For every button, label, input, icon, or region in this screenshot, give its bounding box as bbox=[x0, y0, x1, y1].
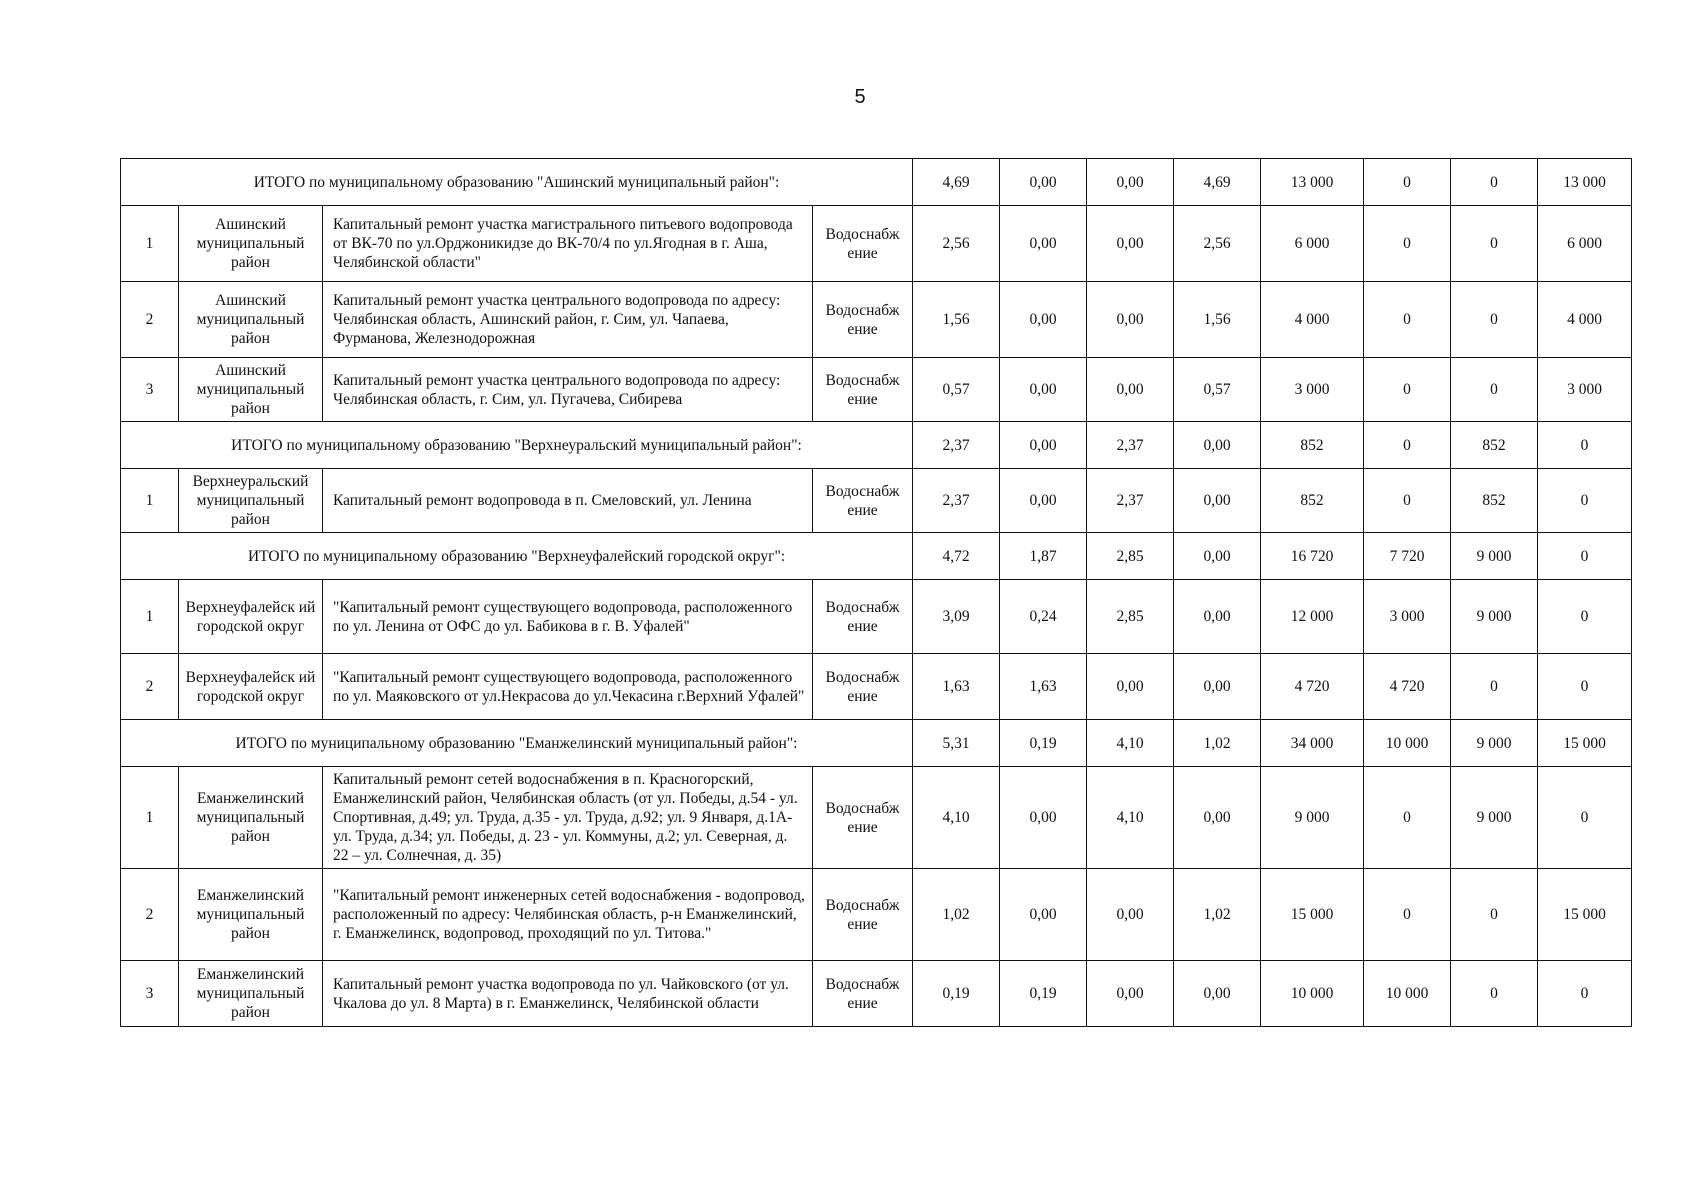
value-cell: 0 bbox=[1451, 654, 1538, 720]
value-cell: 9 000 bbox=[1261, 767, 1364, 869]
value-cell: 4 720 bbox=[1364, 654, 1451, 720]
value-cell: 4,10 bbox=[1087, 720, 1174, 767]
value-cell: 2,56 bbox=[913, 206, 1000, 282]
value-cell: 0,00 bbox=[1087, 961, 1174, 1027]
value-cell: 1,02 bbox=[1174, 720, 1261, 767]
value-cell: 0 bbox=[1451, 159, 1538, 206]
value-cell: 0,00 bbox=[1000, 767, 1087, 869]
value-cell: 9 000 bbox=[1451, 533, 1538, 580]
category: Водоснабж ение bbox=[813, 869, 913, 961]
value-cell: 0 bbox=[1538, 533, 1632, 580]
total-row bbox=[121, 533, 1632, 580]
project-description: Капитальный ремонт участка центрального водопровода по адресу: Челябинская область, Ашинский район, г. Сим, ул. Чапаева, Фурманова, Железнодорожная bbox=[323, 282, 813, 358]
value-cell: 12 000 bbox=[1261, 580, 1364, 654]
value-cell: 0 bbox=[1364, 869, 1451, 961]
value-cell: 0,00 bbox=[1174, 580, 1261, 654]
value-cell: 0,00 bbox=[1087, 654, 1174, 720]
value-cell: 0 bbox=[1538, 422, 1632, 469]
category: Водоснабж ение bbox=[813, 767, 913, 869]
value-cell: 852 bbox=[1261, 422, 1364, 469]
value-cell: 0,00 bbox=[1000, 282, 1087, 358]
value-cell: 4,69 bbox=[1174, 159, 1261, 206]
value-cell: 0,00 bbox=[1000, 358, 1087, 422]
total-label: ИТОГО по муниципальному образованию "Верхнеуфалейский городской округ": bbox=[121, 533, 913, 580]
value-cell: 852 bbox=[1261, 469, 1364, 533]
row-number: 2 bbox=[121, 282, 179, 358]
municipality: Ашинский муниципальный район bbox=[179, 358, 323, 422]
municipality: Ашинский муниципальный район bbox=[179, 282, 323, 358]
value-cell: 1,87 bbox=[1000, 533, 1087, 580]
value-cell: 1,63 bbox=[1000, 654, 1087, 720]
value-cell: 1,56 bbox=[1174, 282, 1261, 358]
value-cell: 2,85 bbox=[1087, 533, 1174, 580]
item-row bbox=[121, 767, 1632, 869]
item-row bbox=[121, 206, 1632, 282]
value-cell: 7 720 bbox=[1364, 533, 1451, 580]
value-cell: 0 bbox=[1451, 358, 1538, 422]
page-number: 5 bbox=[854, 86, 866, 108]
total-row bbox=[121, 422, 1632, 469]
value-cell: 0,00 bbox=[1000, 422, 1087, 469]
value-cell: 852 bbox=[1451, 469, 1538, 533]
project-description: "Капитальный ремонт существующего водопровода, расположенного по ул. Маяковского от ул.Некрасова до ул.Чекасина г.Верхний Уфалей" bbox=[323, 654, 813, 720]
item-row bbox=[121, 580, 1632, 654]
value-cell: 4 000 bbox=[1538, 282, 1632, 358]
value-cell: 0 bbox=[1451, 869, 1538, 961]
item-row bbox=[121, 358, 1632, 422]
value-cell: 1,02 bbox=[1174, 869, 1261, 961]
item-row bbox=[121, 654, 1632, 720]
value-cell: 0 bbox=[1451, 961, 1538, 1027]
category: Водоснабж ение bbox=[813, 358, 913, 422]
value-cell: 3 000 bbox=[1364, 580, 1451, 654]
value-cell: 0 bbox=[1364, 206, 1451, 282]
value-cell: 13 000 bbox=[1261, 159, 1364, 206]
value-cell: 0,19 bbox=[913, 961, 1000, 1027]
municipality: Еманжелинский муниципальный район bbox=[179, 961, 323, 1027]
value-cell: 15 000 bbox=[1538, 869, 1632, 961]
value-cell: 0 bbox=[1538, 961, 1632, 1027]
value-cell: 0 bbox=[1451, 206, 1538, 282]
project-description: Капитальный ремонт водопровода в п. Смеловский, ул. Ленина bbox=[323, 469, 813, 533]
value-cell: 0,00 bbox=[1174, 654, 1261, 720]
value-cell: 0,00 bbox=[1087, 869, 1174, 961]
value-cell: 0,00 bbox=[1174, 469, 1261, 533]
value-cell: 0 bbox=[1451, 282, 1538, 358]
value-cell: 0,00 bbox=[1000, 469, 1087, 533]
value-cell: 0,00 bbox=[1000, 869, 1087, 961]
value-cell: 0,00 bbox=[1174, 961, 1261, 1027]
value-cell: 2,56 bbox=[1174, 206, 1261, 282]
item-row bbox=[121, 282, 1632, 358]
project-description: Капитальный ремонт участка магистрального питьевого водопровода от ВК-70 по ул.Орджоникидзе до ВК-70/4 по ул.Ягодная в г. Аша, Челябинской области" bbox=[323, 206, 813, 282]
value-cell: 0 bbox=[1364, 422, 1451, 469]
program-table bbox=[120, 158, 1632, 1027]
category: Водоснабж ение bbox=[813, 961, 913, 1027]
row-number: 3 bbox=[121, 358, 179, 422]
total-label: ИТОГО по муниципальному образованию "Еманжелинский муниципальный район": bbox=[121, 720, 913, 767]
value-cell: 34 000 bbox=[1261, 720, 1364, 767]
item-row bbox=[121, 469, 1632, 533]
value-cell: 15 000 bbox=[1538, 720, 1632, 767]
value-cell: 0 bbox=[1538, 469, 1632, 533]
project-description: Капитальный ремонт сетей водоснабжения в п. Красногорский, Еманжелинский район, Челябинская область (от ул. Победы, д.54 - ул. Спортивная, д.49; ул. Труда, д.35 - ул. Труда, д.92; ул. 9 Января, д.1А-ул. Труда, д.34; ул. Победы, д. 23 - ул. Коммуны, д.2; ул. Северная, д. 22 – ул. Солнечная, д. 35) bbox=[323, 767, 813, 869]
item-row bbox=[121, 869, 1632, 961]
value-cell: 0,57 bbox=[913, 358, 1000, 422]
value-cell: 15 000 bbox=[1261, 869, 1364, 961]
total-label: ИТОГО по муниципальному образованию "Верхнеуральский муниципальный район": bbox=[121, 422, 913, 469]
value-cell: 4 720 bbox=[1261, 654, 1364, 720]
value-cell: 9 000 bbox=[1451, 767, 1538, 869]
value-cell: 0 bbox=[1364, 469, 1451, 533]
value-cell: 0,57 bbox=[1174, 358, 1261, 422]
value-cell: 0,00 bbox=[1087, 206, 1174, 282]
value-cell: 1,63 bbox=[913, 654, 1000, 720]
municipality: Еманжелинский муниципальный район bbox=[179, 767, 323, 869]
value-cell: 2,37 bbox=[913, 422, 1000, 469]
value-cell: 2,37 bbox=[913, 469, 1000, 533]
value-cell: 10 000 bbox=[1364, 961, 1451, 1027]
project-description: Капитальный ремонт участка центрального водопровода по адресу: Челябинская область, г. Сим, ул. Пугачева, Сибирева bbox=[323, 358, 813, 422]
value-cell: 0,00 bbox=[1174, 767, 1261, 869]
row-number: 1 bbox=[121, 767, 179, 869]
project-description: Капитальный ремонт участка водопровода по ул. Чайковского (от ул. Чкалова до ул. 8 Марта) в г. Еманжелинск, Челябинской области bbox=[323, 961, 813, 1027]
value-cell: 0,00 bbox=[1087, 358, 1174, 422]
value-cell: 10 000 bbox=[1364, 720, 1451, 767]
value-cell: 0,00 bbox=[1087, 282, 1174, 358]
value-cell: 0 bbox=[1364, 282, 1451, 358]
value-cell: 4,10 bbox=[913, 767, 1000, 869]
value-cell: 0,19 bbox=[1000, 961, 1087, 1027]
category: Водоснабж ение bbox=[813, 206, 913, 282]
value-cell: 0 bbox=[1538, 767, 1632, 869]
value-cell: 1,02 bbox=[913, 869, 1000, 961]
value-cell: 0 bbox=[1364, 159, 1451, 206]
row-number: 2 bbox=[121, 654, 179, 720]
total-row bbox=[121, 720, 1632, 767]
row-number: 1 bbox=[121, 206, 179, 282]
municipality: Верхнеуральский муниципальный район bbox=[179, 469, 323, 533]
value-cell: 0,19 bbox=[1000, 720, 1087, 767]
municipality: Еманжелинский муниципальный район bbox=[179, 869, 323, 961]
value-cell: 4,72 bbox=[913, 533, 1000, 580]
value-cell: 4,69 bbox=[913, 159, 1000, 206]
municipality: Верхнеуфалейск ий городской округ bbox=[179, 654, 323, 720]
category: Водоснабж ение bbox=[813, 580, 913, 654]
value-cell: 0,00 bbox=[1087, 159, 1174, 206]
total-label: ИТОГО по муниципальному образованию "Ашинский муниципальный район": bbox=[121, 159, 913, 206]
value-cell: 0 bbox=[1538, 654, 1632, 720]
row-number: 1 bbox=[121, 469, 179, 533]
value-cell: 0,00 bbox=[1000, 159, 1087, 206]
value-cell: 6 000 bbox=[1538, 206, 1632, 282]
value-cell: 16 720 bbox=[1261, 533, 1364, 580]
project-description: "Капитальный ремонт инженерных сетей водоснабжения - водопровод, расположенный по адресу: Челябинская область, р-н Еманжелинский, г. Еманжелинск, водопровод, проходящий по ул. Титова." bbox=[323, 869, 813, 961]
table-body bbox=[121, 159, 1632, 1027]
value-cell: 0 bbox=[1364, 767, 1451, 869]
value-cell: 9 000 bbox=[1451, 580, 1538, 654]
item-row bbox=[121, 961, 1632, 1027]
value-cell: 3 000 bbox=[1261, 358, 1364, 422]
value-cell: 852 bbox=[1451, 422, 1538, 469]
value-cell: 1,56 bbox=[913, 282, 1000, 358]
value-cell: 0 bbox=[1364, 358, 1451, 422]
value-cell: 9 000 bbox=[1451, 720, 1538, 767]
value-cell: 13 000 bbox=[1538, 159, 1632, 206]
value-cell: 6 000 bbox=[1261, 206, 1364, 282]
category: Водоснабж ение bbox=[813, 469, 913, 533]
row-number: 1 bbox=[121, 580, 179, 654]
value-cell: 3,09 bbox=[913, 580, 1000, 654]
category: Водоснабж ение bbox=[813, 654, 913, 720]
value-cell: 0,00 bbox=[1174, 533, 1261, 580]
category: Водоснабж ение bbox=[813, 282, 913, 358]
project-description: "Капитальный ремонт существующего водопровода, расположенного по ул. Ленина от ОФС до ул. Бабикова в г. В. Уфалей" bbox=[323, 580, 813, 654]
value-cell: 2,37 bbox=[1087, 422, 1174, 469]
municipality: Ашинский муниципальный район bbox=[179, 206, 323, 282]
municipality: Верхнеуфалейск ий городской округ bbox=[179, 580, 323, 654]
value-cell: 0 bbox=[1538, 580, 1632, 654]
value-cell: 3 000 bbox=[1538, 358, 1632, 422]
value-cell: 4 000 bbox=[1261, 282, 1364, 358]
value-cell: 4,10 bbox=[1087, 767, 1174, 869]
row-number: 2 bbox=[121, 869, 179, 961]
value-cell: 2,37 bbox=[1087, 469, 1174, 533]
total-row bbox=[121, 159, 1632, 206]
value-cell: 0,00 bbox=[1000, 206, 1087, 282]
row-number: 3 bbox=[121, 961, 179, 1027]
value-cell: 0,24 bbox=[1000, 580, 1087, 654]
value-cell: 2,85 bbox=[1087, 580, 1174, 654]
value-cell: 5,31 bbox=[913, 720, 1000, 767]
value-cell: 0,00 bbox=[1174, 422, 1261, 469]
value-cell: 10 000 bbox=[1261, 961, 1364, 1027]
